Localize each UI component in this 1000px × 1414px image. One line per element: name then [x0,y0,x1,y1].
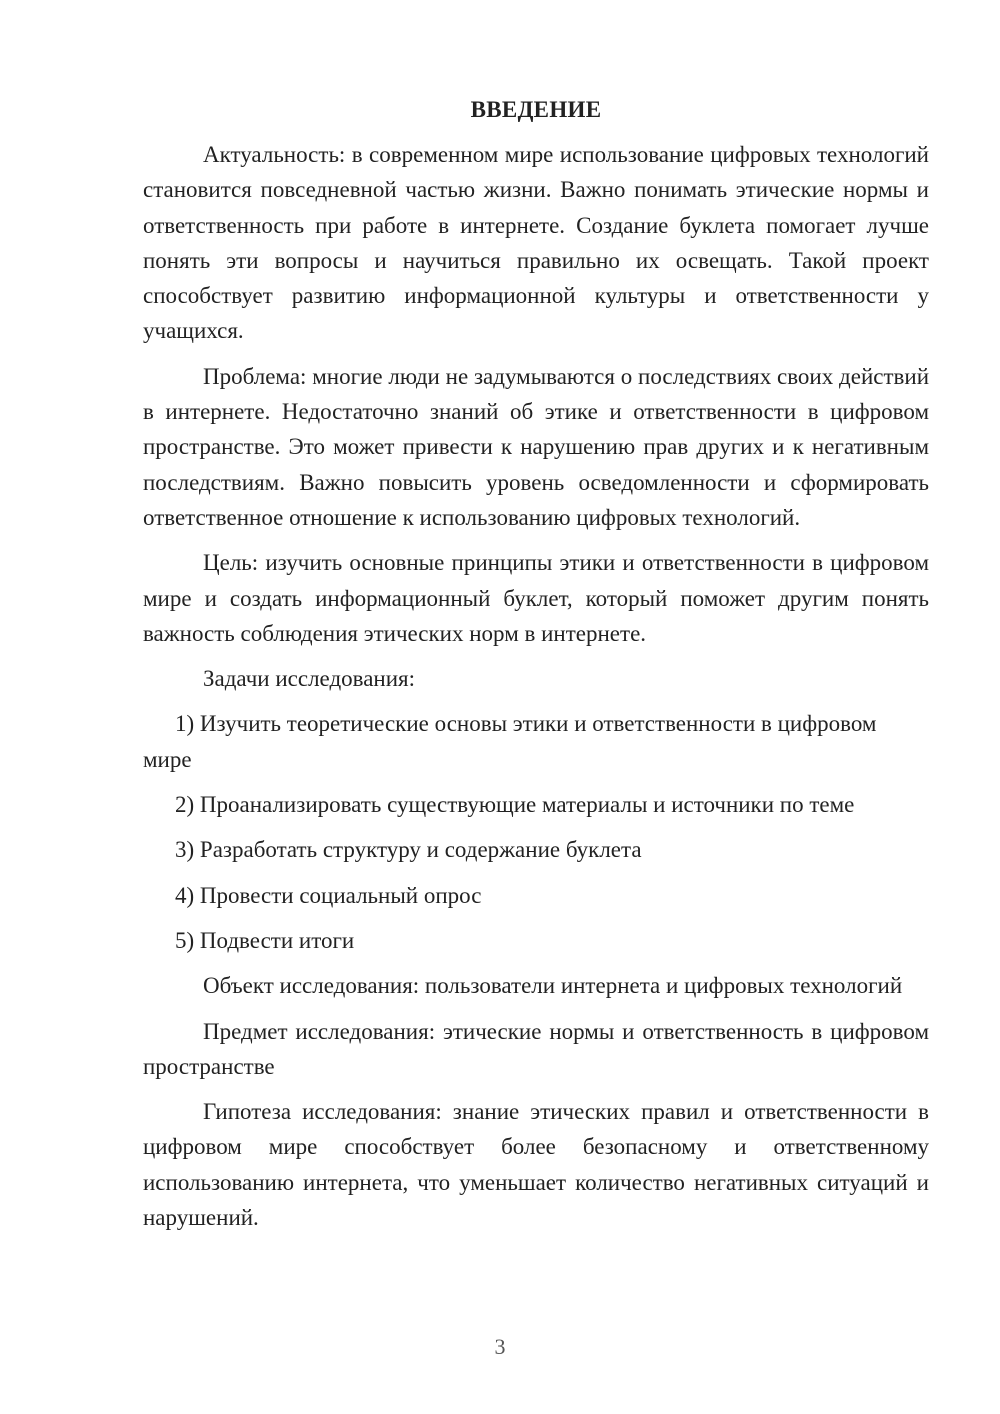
task-item-5: 5) Подвести итоги [175,927,355,953]
tasks-heading: Задачи исследования: [203,666,416,692]
object-paragraph: Объект исследования: пользователи интернета и цифровых технологий [203,973,903,999]
task-item-4: 4) Провести социальный опрос [175,882,482,908]
task-item-3: 3) Разработать структуру и содержание буклета [175,837,642,863]
page-number: 3 [494,1334,506,1359]
task-item-2: 2) Проанализировать существующие материалы и источники по теме [175,792,855,818]
relevance-paragraph: Актуальность: в современном мире использование цифровых технологий становится повседневной частью жизни. Важно понимать этические нормы и ответственность при работе в интернете. Создание буклета помогает лучше понять эти вопросы и научиться правильно их освещать. Такой проект способствует развитию информационной культуры и ответственности у учащихся. [143,142,929,344]
problem-paragraph: Проблема: многие люди не задумываются о последствиях своих действий в интернете. Недостаточно знаний об этике и ответственности в цифровом пространстве. Это может привести к нарушению прав других и к негативным последствиям. Важно повысить уровень осведомленности и сформировать ответственное отношение к использованию цифровых технологий. [143,363,929,530]
section-title: ВВЕДЕНИЕ [470,97,602,122]
tasks-list [143,706,929,958]
goal-paragraph: Цель: изучить основные принципы этики и ответственности в цифровом мире и создать информационный буклет, который поможет другим понять важность соблюдения этических норм в интернете. [143,550,929,646]
hypothesis-paragraph: Гипотеза исследования: знание этических правил и ответственности в цифровом мире способствует более безопасному и ответственному использованию интернета, что уменьшает количество негативных ситуаций и нарушений. [143,1099,929,1231]
subject-paragraph: Предмет исследования: этические нормы и ответственность в цифровом пространстве [143,1018,929,1079]
task-item-1: 1) Изучить теоретические основы этики и ответственности в цифровом мире [143,711,877,772]
document-page [143,95,929,1245]
